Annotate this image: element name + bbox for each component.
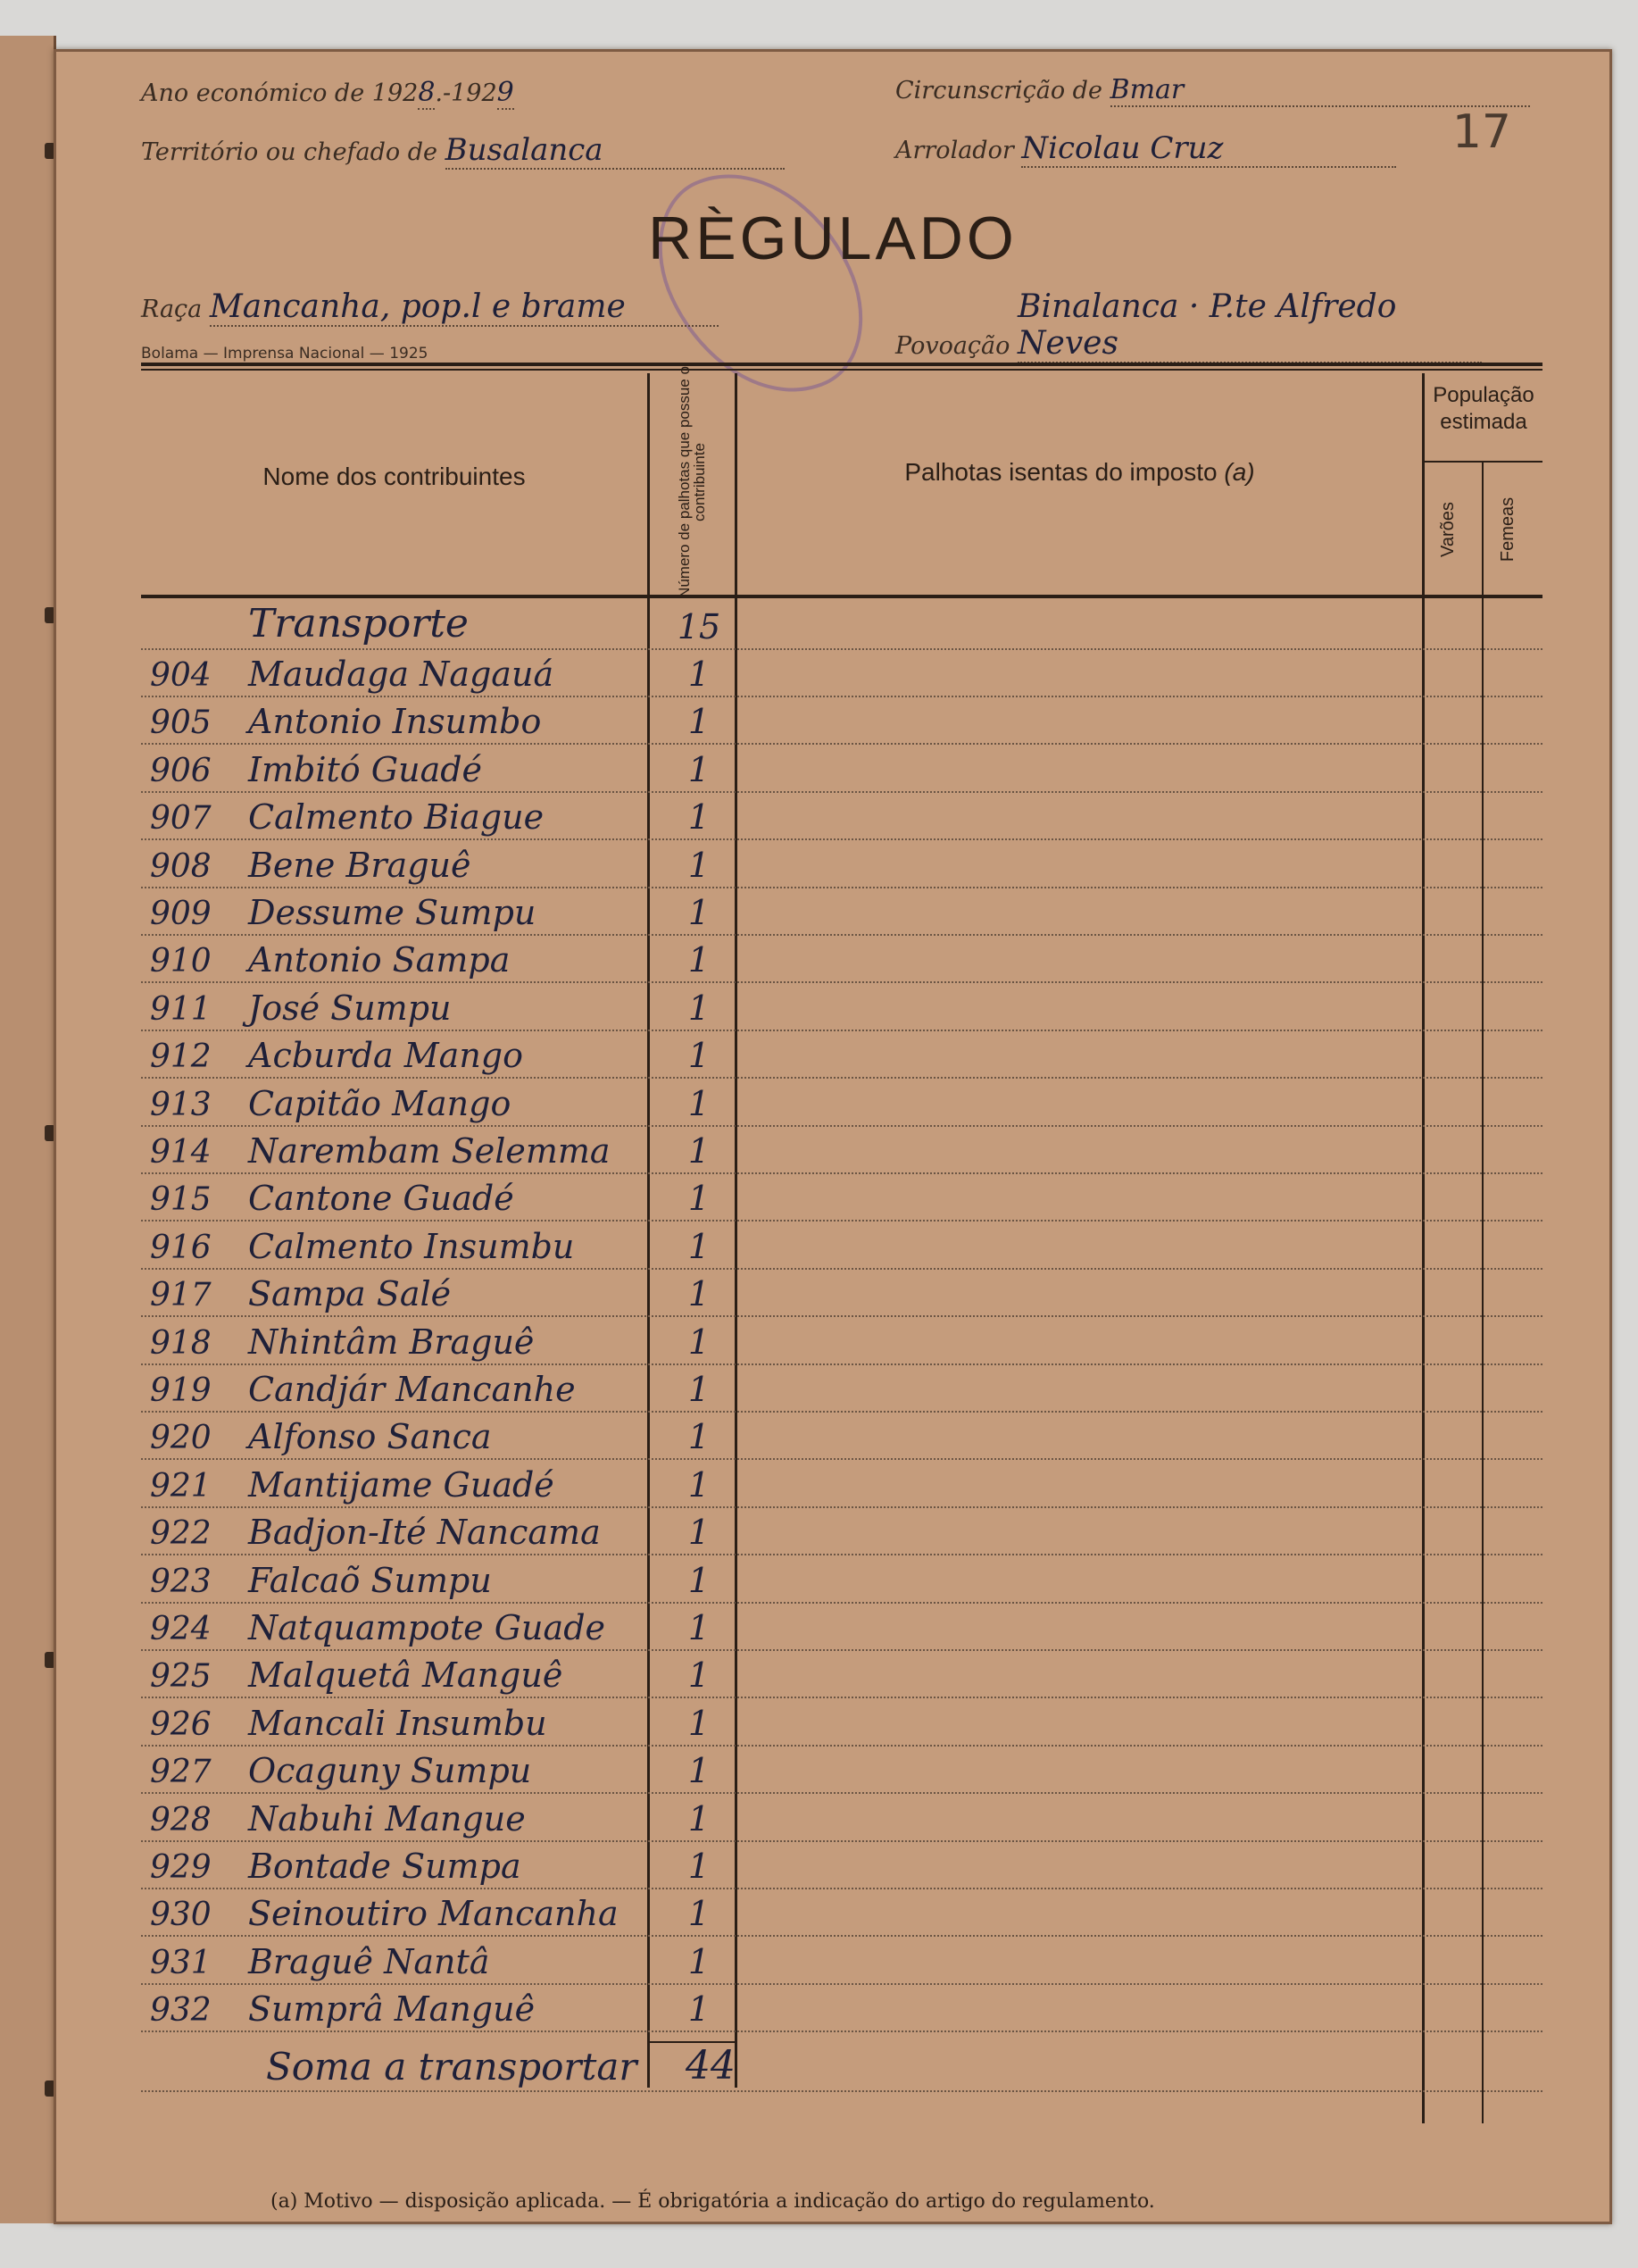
column-header-varoes: Varões bbox=[1438, 502, 1458, 557]
row-number: 911 bbox=[150, 990, 212, 1028]
register-page bbox=[54, 49, 1612, 2224]
ano-label: Ano económico de 192 bbox=[141, 79, 419, 107]
row-number: 918 bbox=[150, 1324, 212, 1362]
ano-start: 8 bbox=[418, 77, 436, 108]
table-row bbox=[141, 1459, 1542, 1508]
raca-value: Mancanha, pop.l e brame bbox=[210, 288, 719, 327]
table-row bbox=[141, 1555, 1542, 1604]
territorio bbox=[141, 132, 785, 170]
table-header-rule bbox=[141, 595, 1542, 598]
row-number: 907 bbox=[150, 800, 212, 838]
row-number: 930 bbox=[150, 1897, 212, 1934]
column-header-nome: Nome dos contribuintes bbox=[262, 463, 526, 490]
table-row bbox=[141, 1506, 1542, 1555]
table-row bbox=[141, 696, 1542, 745]
column-header-populacao: População estimada bbox=[1433, 383, 1534, 434]
page-number: 17 bbox=[1451, 105, 1511, 159]
row-number: 924 bbox=[150, 1611, 212, 1647]
contributor-name: Narembam Selemma bbox=[248, 1131, 611, 1171]
row-number: 914 bbox=[150, 1134, 212, 1171]
row-number: 909 bbox=[150, 896, 212, 932]
hut-count: 1 bbox=[687, 1226, 711, 1266]
hut-count: 1 bbox=[687, 845, 711, 885]
contributor-name: Braguê Nantâ bbox=[248, 1941, 490, 1981]
table-row bbox=[141, 1221, 1542, 1270]
contributor-name: Bontade Sumpa bbox=[248, 1847, 521, 1886]
ano-end: 9 bbox=[496, 77, 514, 108]
table-row bbox=[141, 934, 1542, 983]
ano-sep: .-192 bbox=[435, 79, 497, 107]
hut-count: 1 bbox=[687, 1417, 711, 1457]
contributor-name: Nabuhi Mangue bbox=[248, 1798, 526, 1839]
row-number: 906 bbox=[150, 752, 212, 789]
raca bbox=[141, 288, 719, 327]
contributor-name: Antonio Insumbo bbox=[248, 702, 542, 742]
table-row bbox=[141, 1649, 1542, 1698]
contributor-name: Antonio Sampa bbox=[248, 940, 511, 980]
contributor-name: Mantijame Guadé bbox=[248, 1464, 554, 1505]
column-header-palhotas bbox=[737, 458, 1422, 487]
hut-count: 1 bbox=[687, 1036, 711, 1076]
table-row bbox=[141, 1125, 1542, 1174]
hut-count: 1 bbox=[687, 1751, 711, 1791]
hut-count: 1 bbox=[687, 1083, 711, 1123]
row-number: 928 bbox=[150, 1801, 212, 1839]
hut-count: 1 bbox=[687, 1464, 711, 1505]
arrolador-label: Arrolador bbox=[895, 137, 1014, 164]
row-number: 927 bbox=[150, 1754, 212, 1791]
contributor-name: Badjon-Ité Nancama bbox=[248, 1513, 601, 1553]
imprint-line: Bolama — Imprensa Nacional — 1925 bbox=[141, 345, 428, 363]
povoacao-label: Povoação bbox=[895, 332, 1010, 360]
contributor-name: Maudaga Nagauá bbox=[248, 655, 554, 694]
arrolador bbox=[895, 130, 1396, 168]
row-number: 929 bbox=[150, 1849, 212, 1886]
table-row bbox=[141, 1793, 1542, 1842]
table-row bbox=[141, 1030, 1542, 1079]
row-number: 913 bbox=[150, 1086, 212, 1123]
contributor-name: Sampa Salé bbox=[248, 1274, 452, 1314]
contributor-name: Calmento Insumbu bbox=[248, 1226, 575, 1266]
row-number: 920 bbox=[150, 1420, 212, 1457]
table-row bbox=[141, 1697, 1542, 1747]
hut-count: 1 bbox=[687, 1179, 711, 1219]
contributor-name: Dessume Sumpu bbox=[248, 893, 536, 932]
hut-count: 1 bbox=[687, 1274, 711, 1314]
hut-count: 1 bbox=[687, 1847, 711, 1886]
territorio-label: Território ou chefado de bbox=[141, 138, 438, 166]
row-number: 904 bbox=[150, 657, 212, 694]
circunscricao-label: Circunscrição de bbox=[895, 77, 1102, 104]
row-number: 912 bbox=[150, 1038, 212, 1076]
row-number: 925 bbox=[150, 1658, 212, 1696]
hut-count: 1 bbox=[687, 1894, 711, 1934]
contributor-name: Natquampote Guade bbox=[248, 1608, 606, 1647]
populacao-subrule bbox=[1422, 461, 1542, 463]
table-row bbox=[141, 1745, 1542, 1794]
raca-label: Raça bbox=[141, 296, 203, 323]
hut-count: 1 bbox=[687, 1655, 711, 1696]
column-header-femeas: Femeas bbox=[1498, 496, 1517, 563]
contributor-name: Seinoutiro Mancanha bbox=[248, 1894, 619, 1934]
contributor-name: Candjár Mancanhe bbox=[248, 1370, 576, 1409]
table-row bbox=[141, 1268, 1542, 1317]
table-row bbox=[141, 1936, 1542, 1985]
row-number: 915 bbox=[150, 1181, 212, 1219]
contributor-name: Ocaguny Sumpu bbox=[248, 1751, 532, 1791]
territorio-value: Busalanca bbox=[445, 132, 785, 170]
hut-count: 1 bbox=[687, 940, 711, 980]
contributor-name: José Sumpu bbox=[248, 988, 452, 1028]
hut-count: 1 bbox=[687, 1131, 711, 1171]
hut-count: 1 bbox=[687, 1322, 711, 1362]
row-number: 921 bbox=[150, 1467, 212, 1505]
contributor-name: Malquetâ Manguê bbox=[248, 1655, 563, 1696]
hut-count: 1 bbox=[687, 988, 711, 1028]
contributor-name: Nhintâm Braguê bbox=[248, 1322, 535, 1362]
ink-stamp bbox=[630, 138, 892, 429]
table-row bbox=[141, 1840, 1542, 1889]
hut-count: 1 bbox=[687, 1941, 711, 1981]
row-number: 932 bbox=[150, 1992, 212, 2030]
table-row bbox=[141, 1172, 1542, 1222]
table-row bbox=[141, 1363, 1542, 1413]
hut-count: 1 bbox=[687, 893, 711, 932]
row-number: 917 bbox=[150, 1277, 212, 1314]
contributor-name: Calmento Biague bbox=[248, 797, 545, 838]
transport-count: 15 bbox=[677, 607, 721, 646]
povoacao bbox=[895, 288, 1482, 363]
table-top-rule bbox=[141, 363, 1542, 366]
arrolador-value: Nicolau Cruz bbox=[1021, 130, 1396, 168]
contributor-name: Imbitó Guadé bbox=[248, 749, 483, 789]
row-number: 923 bbox=[150, 1563, 212, 1600]
table-row bbox=[141, 839, 1542, 888]
transport-row bbox=[141, 601, 1542, 650]
hut-count: 1 bbox=[687, 1703, 711, 1743]
total-label: Soma a transportar bbox=[266, 2045, 637, 2089]
hut-count: 1 bbox=[687, 1513, 711, 1553]
row-number: 919 bbox=[150, 1372, 212, 1409]
ano-economico bbox=[141, 77, 514, 110]
contributor-name: Capitão Mango bbox=[248, 1083, 511, 1123]
column-header-numero: Número de palhotas que possue o contribuinte bbox=[676, 366, 708, 598]
footnote: (a) Motivo — disposição aplicada. — É obrigatória a indicação do artigo do regulamento. bbox=[270, 2190, 1155, 2213]
hut-count: 1 bbox=[687, 1798, 711, 1839]
table-row bbox=[141, 887, 1542, 936]
hut-count: 1 bbox=[687, 749, 711, 789]
total-row bbox=[141, 2039, 1542, 2092]
table-row bbox=[141, 648, 1542, 697]
contributor-name: Cantone Guadé bbox=[248, 1179, 514, 1219]
circunscricao-value: Bmar bbox=[1110, 74, 1530, 107]
row-number: 905 bbox=[150, 705, 212, 742]
palhotas-label: Palhotas isentas do imposto bbox=[904, 458, 1218, 486]
hut-count: 1 bbox=[687, 1560, 711, 1600]
hut-count: 1 bbox=[687, 702, 711, 742]
povoacao-value: Binalanca · P.te Alfredo Neves bbox=[1018, 288, 1482, 363]
table-row bbox=[141, 791, 1542, 840]
hut-count: 1 bbox=[687, 1989, 711, 2030]
row-number: 916 bbox=[150, 1229, 212, 1266]
contributor-name: Falcaõ Sumpu bbox=[248, 1560, 492, 1600]
table-top-rule-thin bbox=[141, 369, 1542, 371]
row-number: 931 bbox=[150, 1944, 212, 1981]
row-number: 908 bbox=[150, 847, 212, 885]
hut-count: 1 bbox=[687, 655, 711, 694]
contributor-name: Acburda Mango bbox=[248, 1036, 523, 1076]
book-spine bbox=[0, 36, 56, 2223]
table-row bbox=[141, 1602, 1542, 1651]
contributor-name: Alfonso Sanca bbox=[248, 1417, 492, 1457]
total-box-top bbox=[647, 2041, 736, 2043]
hut-count: 1 bbox=[687, 1608, 711, 1647]
total-count: 44 bbox=[686, 2043, 736, 2089]
page-title: RÈGULADO bbox=[648, 204, 1018, 272]
row-number: 922 bbox=[150, 1515, 212, 1553]
row-number: 926 bbox=[150, 1705, 212, 1743]
hut-count: 1 bbox=[687, 797, 711, 838]
table-row bbox=[141, 982, 1542, 1031]
table-row bbox=[141, 1983, 1542, 2032]
palhotas-note: (a) bbox=[1224, 458, 1255, 486]
circunscricao bbox=[895, 74, 1530, 107]
contributor-name: Mancali Insumbu bbox=[248, 1703, 547, 1743]
contributor-name: Sumprâ Manguê bbox=[248, 1989, 536, 2030]
transport-label: Transporte bbox=[248, 601, 469, 646]
table-row bbox=[141, 1078, 1542, 1127]
table-row bbox=[141, 744, 1542, 793]
contributor-name: Bene Braguê bbox=[248, 845, 471, 885]
table-row bbox=[141, 1316, 1542, 1365]
row-number: 910 bbox=[150, 943, 212, 980]
table-row bbox=[141, 1411, 1542, 1460]
hut-count: 1 bbox=[687, 1370, 711, 1409]
table-row bbox=[141, 1888, 1542, 1937]
